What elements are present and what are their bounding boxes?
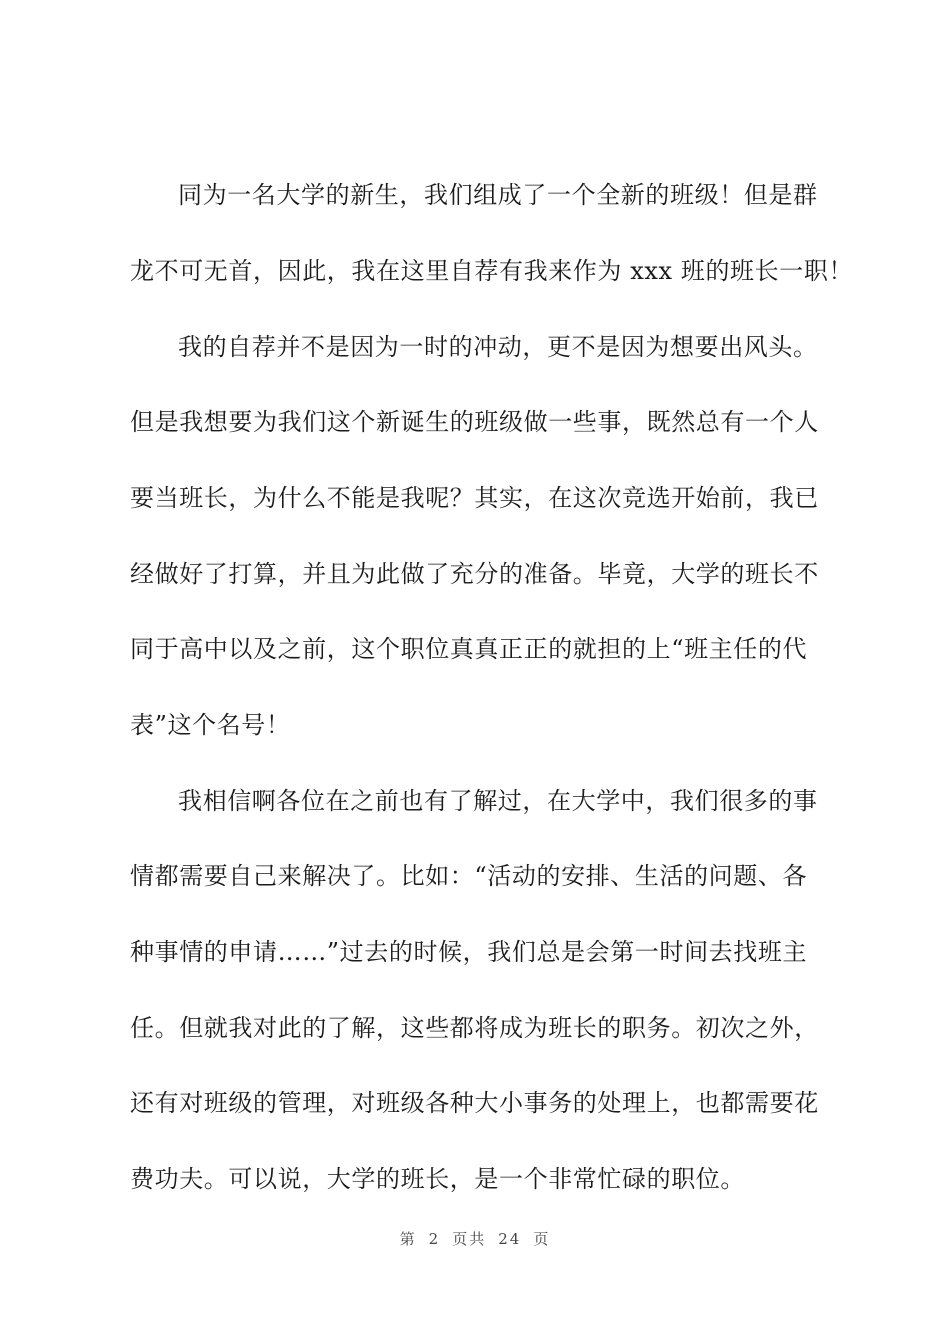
text-line: 同为一名大学的新生，我们组成了一个全新的班级！但是群 <box>178 181 818 209</box>
text-line: 要当班长，为什么不能是我呢？其实，在这次竞选开始前，我已 <box>130 484 819 512</box>
text-line: 费功夫。可以说，大学的班长，是一个非常忙碌的职位。 <box>130 1165 745 1193</box>
footer-total-pages: 24 <box>498 1230 522 1248</box>
text-line: 情都需要自己来解决了。比如：“活动的安排、生活的问题、各 <box>130 862 808 890</box>
page-footer <box>0 1228 950 1249</box>
text-line: 种事情的申请……”过去的时候，我们总是会第一时间去找班主 <box>130 938 808 966</box>
footer-suffix: 页 <box>533 1230 551 1248</box>
text-line: 表”这个名号！ <box>130 711 291 739</box>
text-line: 我相信啊各位在之前也有了解过，在大学中，我们很多的事 <box>178 787 818 815</box>
text-line: 同于高中以及之前，这个职位真真正正的就担的上“班主任的代 <box>130 635 808 663</box>
text-line: 任。但就我对此的了解，这些都将成为班长的职务。初次之外， <box>130 1014 819 1042</box>
text-line: 经做好了打算，并且为此做了充分的准备。毕竟，大学的班长不 <box>130 560 819 588</box>
footer-middle: 页共 <box>452 1230 487 1248</box>
text-line: 我的自荐并不是因为一时的冲动，更不是因为想要出风头。 <box>178 333 818 361</box>
text-line: 但是我想要为我们这个新诞生的班级做一些事，既然总有一个人 <box>130 408 819 436</box>
footer-prefix: 第 <box>399 1230 417 1248</box>
footer-page-number: 2 <box>428 1230 441 1248</box>
text-line: 龙不可无首，因此，我在这里自荐有我来作为 xxx 班的班长一职！ <box>130 257 854 285</box>
text-line: 还有对班级的管理，对班级各种大小事务的处理上，也都需要花 <box>130 1089 819 1117</box>
